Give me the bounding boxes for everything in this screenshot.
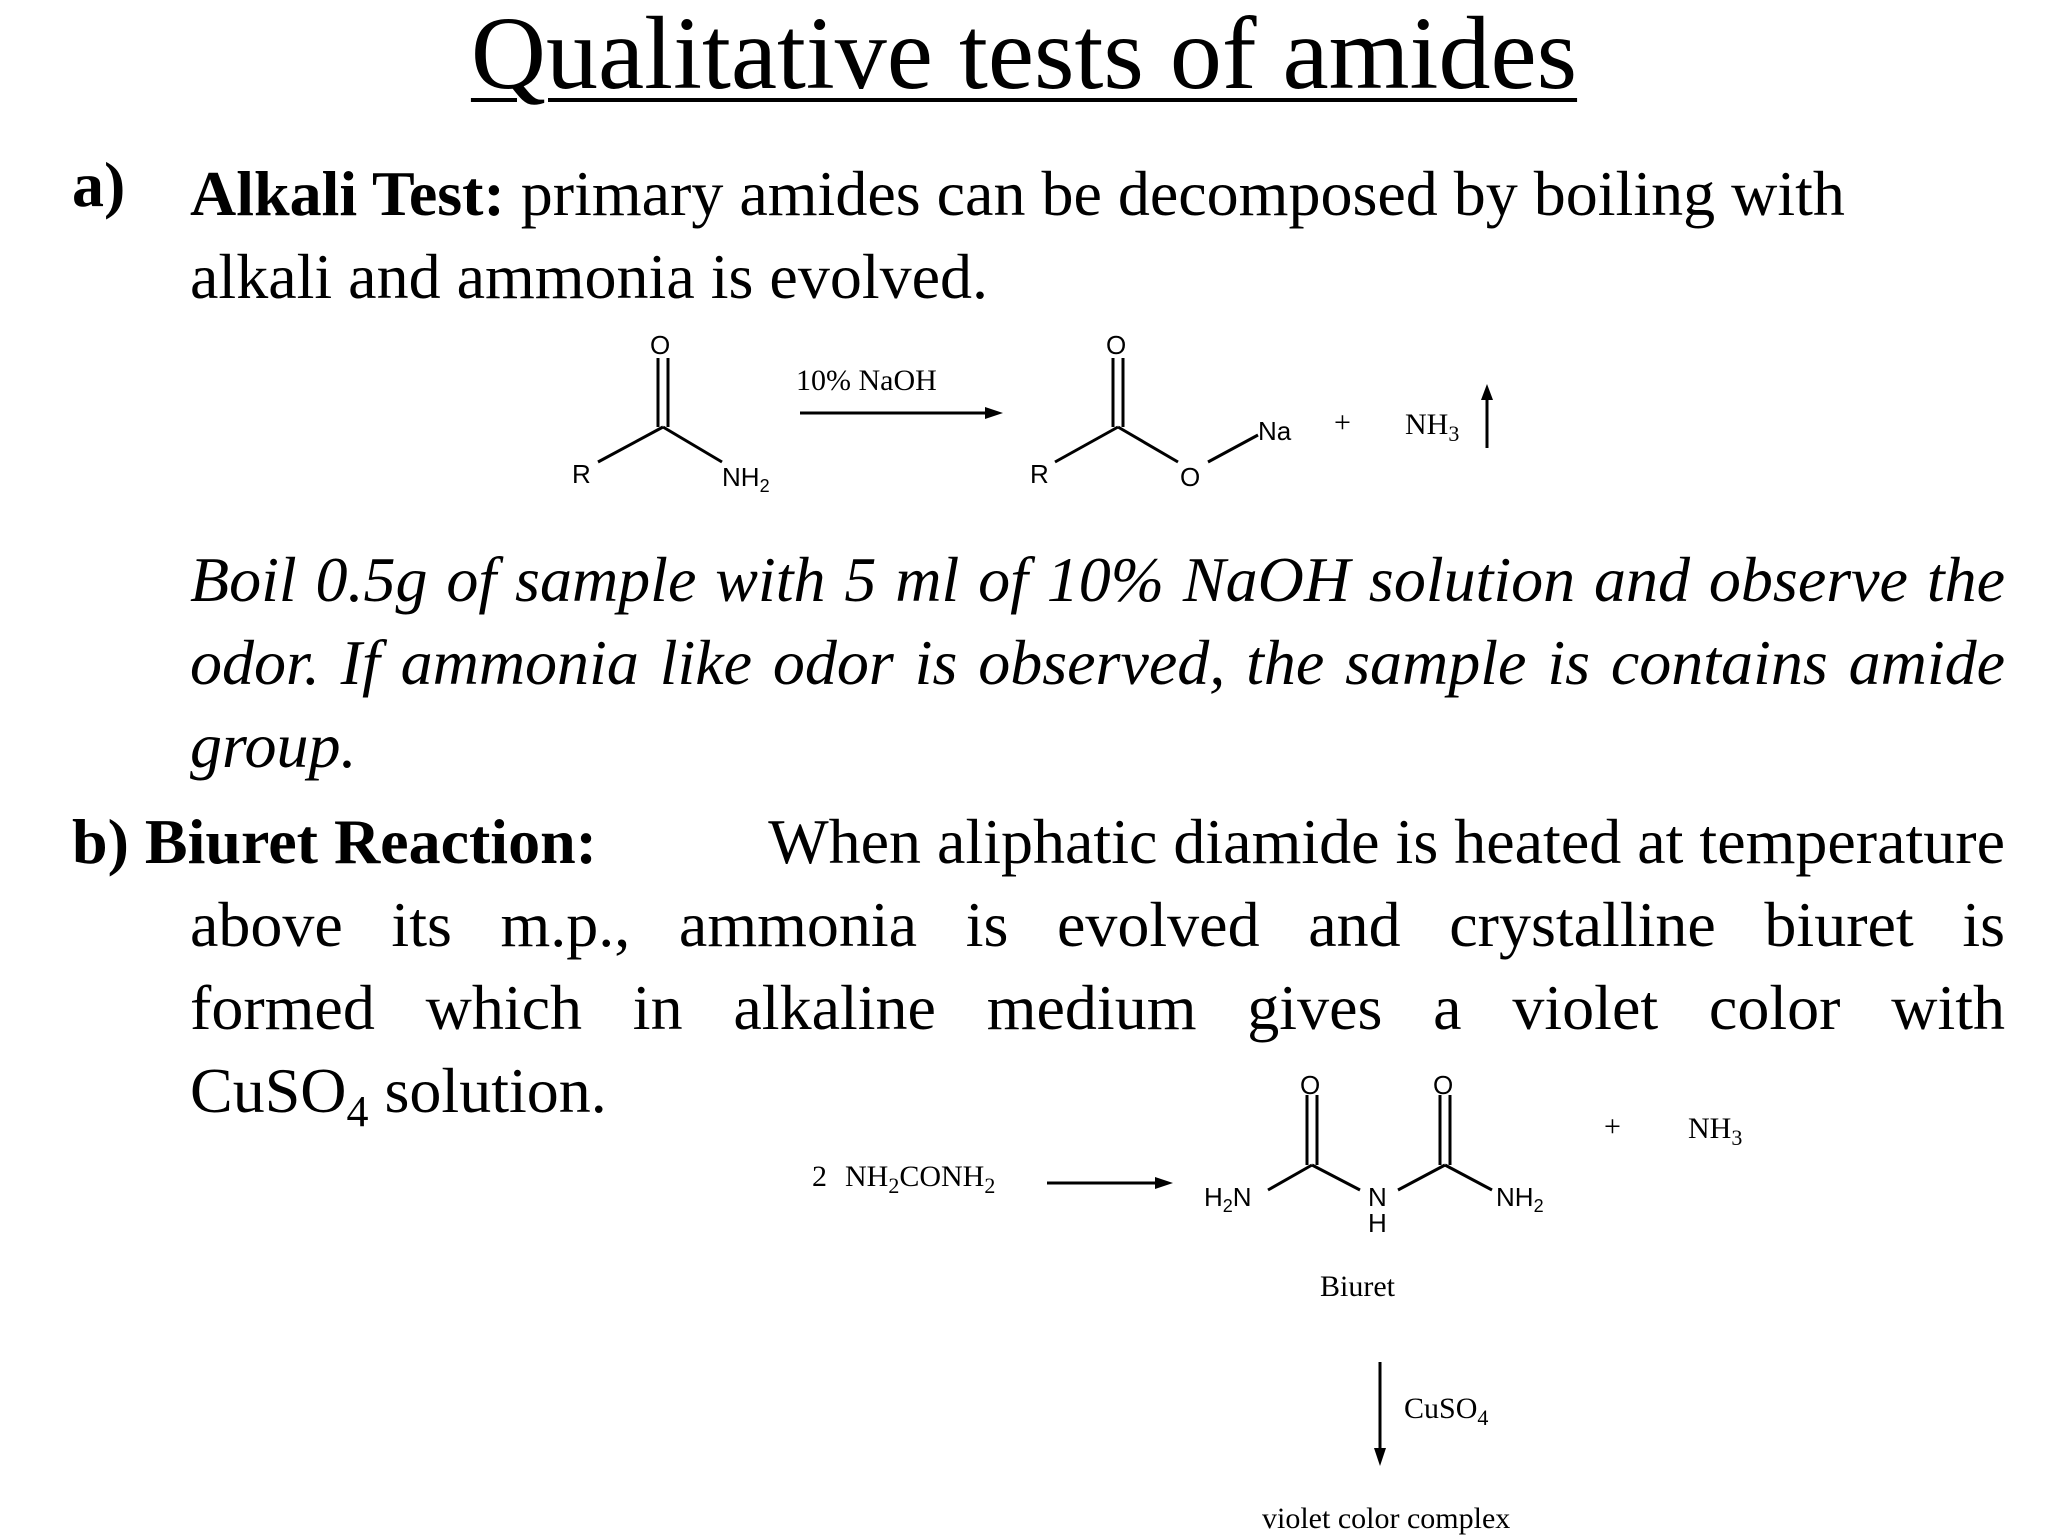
reactant-amine: $NH_2$: [722, 462, 770, 496]
biuret-amine-left: $H_2N$: [1204, 1182, 1252, 1216]
ammonia-gas-2: $NH_3$: [1688, 1112, 1743, 1150]
biuret-label: Biuret: [1320, 1270, 1395, 1303]
plus-sign: +: [1334, 406, 1351, 439]
cuso4-reagent: CuSO$_4$: [1404, 1392, 1489, 1430]
biuret-imide-n: N: [1368, 1182, 1387, 1212]
reactant-r-group: R: [572, 459, 591, 489]
biuret-oxygen-2: O: [1433, 1070, 1454, 1100]
section-b-line1: When aliphatic diamide is heated at temperature: [768, 806, 2005, 877]
product-carbonyl-oxygen: O: [1106, 330, 1127, 360]
biuret-imide-h: H: [1368, 1208, 1387, 1238]
product-ether-oxygen: O: [1180, 462, 1201, 492]
section-b-heading: b) Biuret Reaction:: [72, 806, 597, 877]
section-a-marker: a): [72, 149, 126, 220]
page-title: Qualitative tests of amides: [470, 0, 1578, 111]
section-a-line2: alkali and ammonia is evolved.: [190, 241, 988, 312]
plus-sign-2: +: [1604, 1110, 1621, 1143]
reactant-urea: 2 $NH_2CONH_2$: [812, 1160, 996, 1198]
ammonia-gas: $NH_3$: [1405, 408, 1460, 446]
product-r-group: R: [1030, 459, 1049, 489]
section-a-procedure: Boil 0.5g of sample with 5 ml of 10% NaOH solution and observe the odor. If ammonia like odor is observed, the sample is contains amide group.: [190, 544, 2005, 781]
reactant-oxygen: O: [650, 330, 671, 360]
section-b-line2: above its m.p., ammonia is evolved and crystalline biuret is: [190, 889, 2005, 960]
violet-complex-label: violet color complex: [1262, 1502, 1511, 1535]
section-b-line3: formed which in alkaline medium gives a violet color with: [190, 972, 2005, 1043]
biuret-amine-right: $NH_2$: [1496, 1182, 1544, 1216]
section-a-line1: primary amides can be decomposed by boiling with: [520, 158, 1845, 229]
reagent-label: 10% NaOH: [796, 364, 937, 397]
section-b-line4: CuSO$_4$ solution.: [190, 1055, 607, 1136]
product-sodium: Na: [1258, 416, 1292, 446]
biuret-oxygen-1: O: [1300, 1070, 1321, 1100]
section-a-heading: Alkali Test:: [190, 158, 505, 229]
